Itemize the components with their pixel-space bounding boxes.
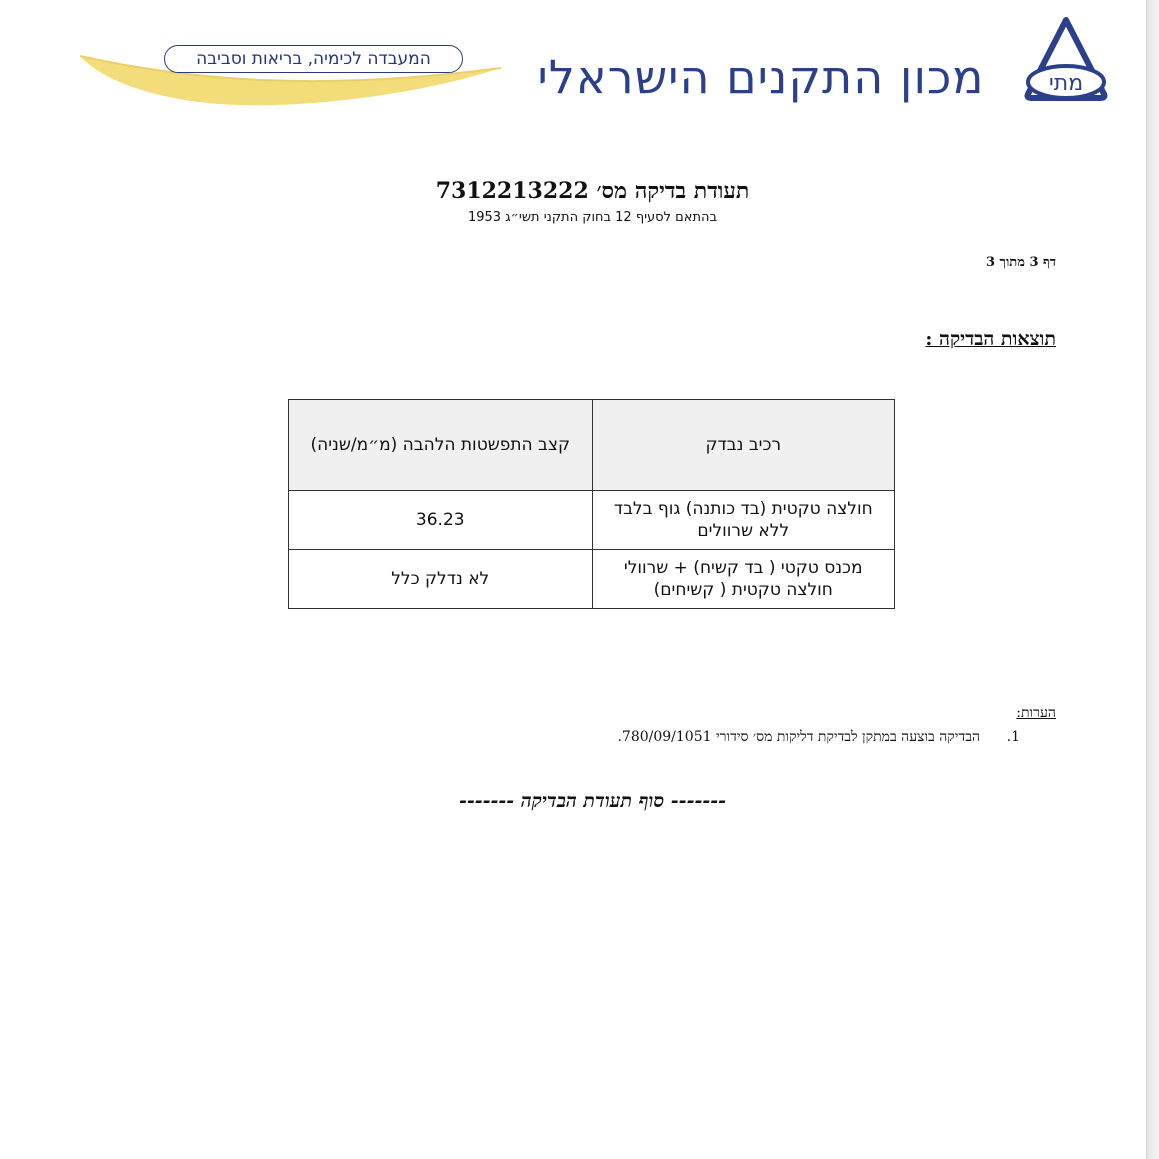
cell-component: חולצה טקטית (בד כותנה) גוף בלבד ללא שרוולים bbox=[592, 491, 894, 550]
page-edge bbox=[1146, 0, 1159, 1159]
column-header-flame-rate: קצב התפשטות הלהבה (מ״מ/שניה) bbox=[289, 400, 593, 491]
end-of-certificate: ------- סוף תעודת הבדיקה ------- bbox=[458, 790, 726, 812]
lab-name-badge bbox=[164, 45, 463, 73]
logo-text: מתי bbox=[1048, 71, 1084, 96]
table-row bbox=[289, 550, 895, 609]
certificate-subtitle: בהתאם לסעיף 12 בחוק התקני תשי״ג 1953 bbox=[467, 210, 718, 225]
notes-heading: הערות: bbox=[1016, 705, 1056, 721]
cell-flame-rate: לא נדלק כלל bbox=[289, 550, 593, 609]
lab-name: המעבדה לכימיה, בריאות וסביבה bbox=[196, 49, 431, 69]
table-row bbox=[289, 491, 895, 550]
cell-component: מכנס טקטי ( בד קשיח) + שרוולי חולצה טקטית ( קשיחים) bbox=[592, 550, 894, 609]
column-header-component: רכיב נבדק bbox=[592, 400, 894, 491]
results-heading: תוצאות הבדיקה : bbox=[925, 328, 1056, 350]
note-number: 1. bbox=[1006, 729, 1020, 745]
certificate-title: תעודת בדיקה מס׳ 7312213222 bbox=[435, 178, 750, 204]
cell-flame-rate: 36.23 bbox=[289, 491, 593, 550]
results-table bbox=[288, 399, 895, 609]
org-name: מכון התקנים הישראלי bbox=[537, 50, 985, 104]
table-header-row bbox=[289, 400, 895, 491]
standards-institute-logo bbox=[1020, 14, 1112, 106]
page-number: דף 3 מתוך 3 bbox=[985, 255, 1056, 270]
note-text: הבדיקה בוצעה במתקן לבדיקת דליקות מס׳ סידורי 780/09/1051. bbox=[617, 729, 980, 745]
